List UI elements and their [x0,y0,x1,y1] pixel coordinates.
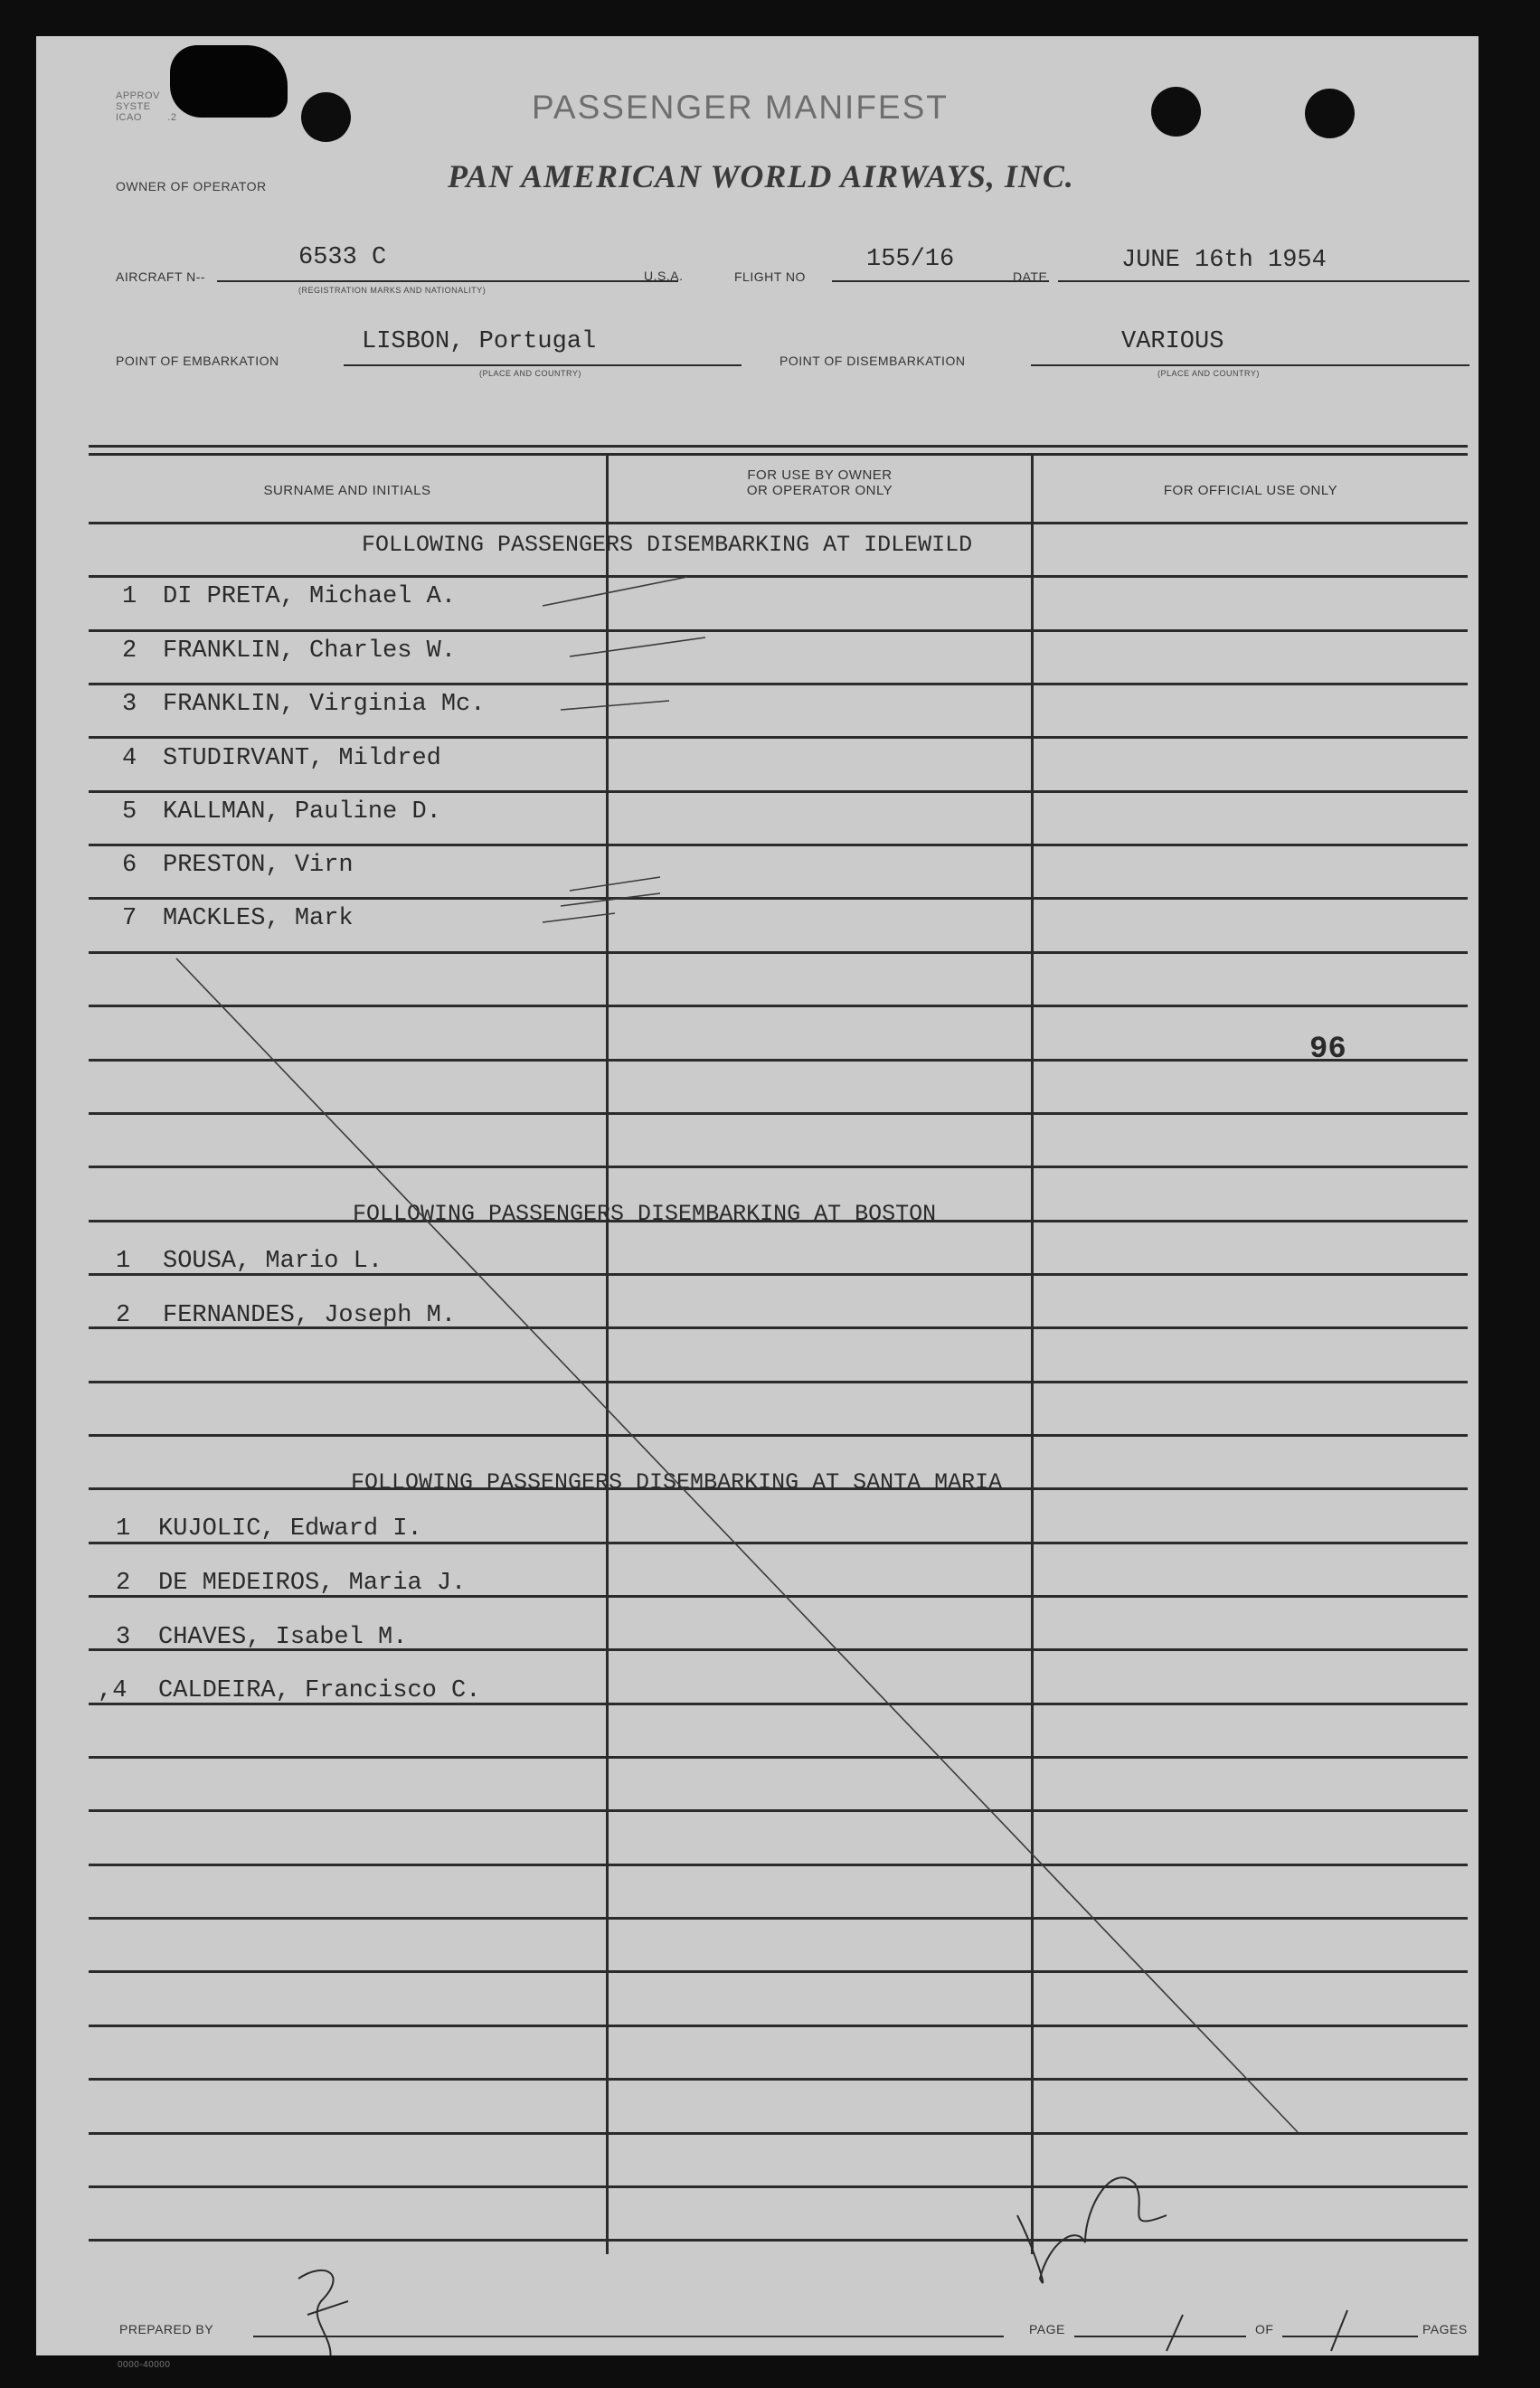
passenger-number: 3 [116,1624,131,1651]
row-rule [89,2239,1468,2242]
form-code: 0000-40000 [118,2360,171,2370]
prepared-by-label: PREPARED BY [119,2322,214,2336]
punch-hole-left [301,92,351,142]
usa-label: U.S.A. [644,269,684,283]
passenger-name: MACKLES, Mark [163,905,354,932]
owner-operator-label: OWNER OF OPERATOR [116,179,267,193]
embarkation-value: LISBON, Portugal [362,328,597,355]
passenger-name: KUJOLIC, Edward I. [158,1515,422,1543]
page-number-stroke [1167,2315,1183,2351]
passenger-number: 2 [122,637,137,665]
date-underline [1058,280,1469,282]
row-rule [89,951,1468,954]
manifest-sheet [36,36,1479,2370]
row-rule [89,1381,1468,1383]
aircraft-underline [217,280,678,282]
passenger-number: 3 [122,691,137,718]
passenger-name: DI PRETA, Michael A. [163,583,457,610]
passenger-name: PRESTON, Virn [163,852,354,879]
row-rule [89,575,1468,578]
passenger-number: 5 [122,798,137,826]
check-mark [543,913,615,922]
passenger-name: KALLMAN, Pauline D. [163,798,441,826]
page-total-stroke [1331,2310,1347,2351]
row-rule [89,1166,1468,1168]
row-rule [89,1112,1468,1115]
row-rule [89,1005,1468,1007]
passenger-number: 1 [116,1515,131,1543]
passenger-number: 7 [122,905,137,932]
date-label: DATE [1013,269,1048,284]
approval-text: APPROV SYSTE ICAO .2 [116,90,177,123]
embarkation-place-caption: (PLACE AND COUNTRY) [479,369,581,378]
check-mark [561,893,660,906]
flight-value: 155/16 [866,246,955,273]
row-rule [89,522,1468,524]
row-rule [89,1809,1468,1812]
page-title: PASSENGER MANIFEST [532,89,949,126]
redaction-blot [170,45,288,118]
embarkation-underline [344,364,742,366]
date-value: JUNE 16th 1954 [1121,247,1327,274]
passenger-number: 1 [122,583,137,610]
passenger-name: FERNANDES, Joseph M. [163,1302,457,1329]
passenger-name: FRANKLIN, Charles W. [163,637,457,665]
preparer-signature [298,2270,348,2355]
row-rule [89,790,1468,793]
pen-marks-overlay [36,36,1479,2355]
passenger-name: FRANKLIN, Virginia Mc. [163,691,486,718]
table-top-rule-1 [89,445,1468,448]
column-divider-2 [1031,455,1034,2254]
aircraft-value: 6533 C [298,244,387,271]
row-rule [89,844,1468,846]
passenger-number: 6 [122,852,137,879]
registration-caption: (REGISTRATION MARKS AND NATIONALITY) [298,286,487,295]
passenger-number: 1 [116,1248,131,1275]
of-label: OF [1255,2322,1274,2336]
of-line [1282,2336,1418,2337]
prepared-by-line [253,2336,1004,2337]
passenger-number: ,4 [98,1677,128,1704]
diagonal-cancel-line [176,958,1298,2132]
row-rule [89,683,1468,685]
flight-label: FLIGHT NO [734,269,806,284]
disembarkation-underline [1031,364,1469,366]
check-mark [570,637,705,656]
passenger-name: SOUSA, Mario L. [163,1248,383,1275]
passenger-number: 4 [122,745,137,772]
passenger-number: 2 [116,1570,131,1597]
col-header-official-use: FOR OFFICIAL USE ONLY [1163,483,1338,498]
row-rule [89,2185,1468,2188]
punch-hole-right [1305,89,1355,138]
stamp-number: 96 [1309,1033,1346,1067]
disembarkation-label: POINT OF DISEMBARKATION [779,354,966,368]
row-rule [89,1970,1468,1973]
row-rule [89,2132,1468,2135]
col-header-owner-use: FOR USE BY OWNER OR OPERATOR ONLY [746,467,893,498]
col-header-surname: SURNAME AND INITIALS [263,483,431,498]
column-divider-1 [606,455,609,2254]
section-heading-boston: FOLLOWING PASSENGERS DISEMBARKING AT BOSTON [353,1201,937,1227]
row-rule [89,1864,1468,1866]
passenger-name: DE MEDEIROS, Maria J. [158,1570,467,1597]
check-mark [561,701,669,710]
embarkation-label: POINT OF EMBARKATION [116,354,279,368]
row-rule [89,1917,1468,1920]
pages-label: PAGES [1422,2322,1468,2336]
disembarkation-place-caption: (PLACE AND COUNTRY) [1157,369,1260,378]
row-rule [89,736,1468,739]
check-mark [543,577,687,606]
section-heading-santa-maria: FOLLOWING PASSENGERS DISEMBARKING AT SANTA MARIA [351,1469,1003,1496]
disembarkation-value: VARIOUS [1121,328,1224,355]
passenger-name: CALDEIRA, Francisco C. [158,1677,481,1704]
row-rule [89,1059,1468,1062]
page-line [1074,2336,1246,2337]
table-top-rule-2 [89,453,1468,456]
passenger-name: CHAVES, Isabel M. [158,1624,408,1651]
passenger-name: STUDIRVANT, Mildred [163,745,441,772]
row-rule [89,2078,1468,2081]
check-mark [570,877,660,891]
page-label: PAGE [1029,2322,1065,2336]
initials-signature [1017,2177,1167,2282]
airline-name: PAN AMERICAN WORLD AIRWAYS, INC. [448,158,1074,194]
passenger-number: 2 [116,1302,131,1329]
aircraft-label: AIRCRAFT N-- [116,269,206,284]
row-rule [89,897,1468,900]
punch-hole-mid [1151,87,1201,137]
row-rule [89,629,1468,632]
section-heading-idlewild: FOLLOWING PASSENGERS DISEMBARKING AT IDLEWILD [362,532,973,558]
row-rule [89,1434,1468,1437]
row-rule [89,1756,1468,1759]
row-rule [89,2025,1468,2027]
